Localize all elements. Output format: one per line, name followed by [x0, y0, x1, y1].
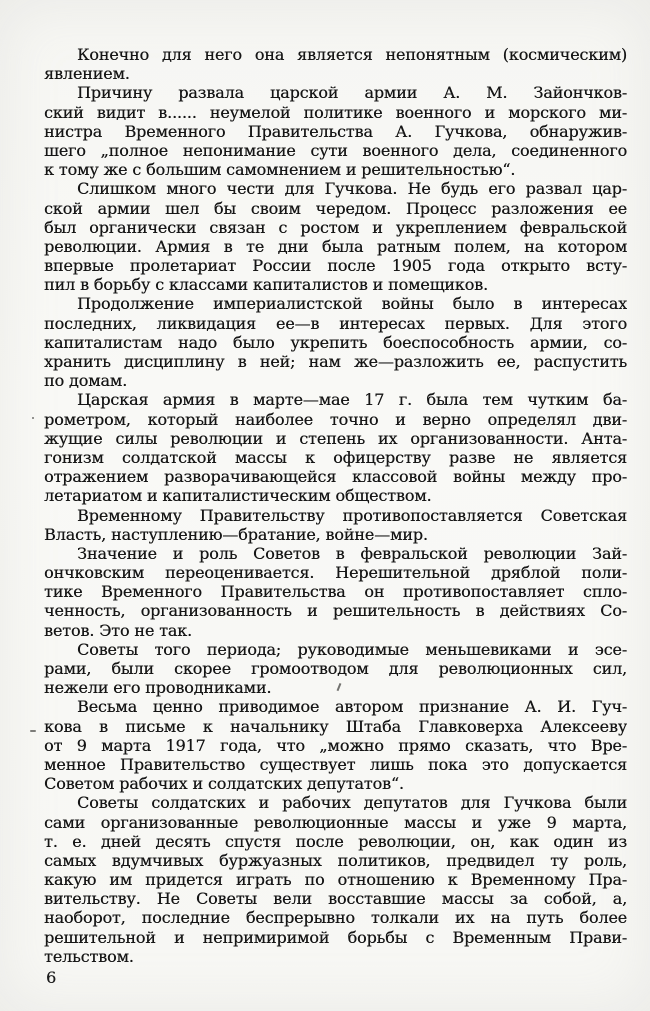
text-line: решительной и непримиримой борьбы с Временным Прави-: [44, 927, 627, 947]
text-line: наоборот, последние беспрерывно толкали их на путь более: [44, 908, 627, 928]
text-line: Причину развала царской армии А. М. Зайончков-: [77, 83, 627, 103]
text-line: по домам.: [44, 371, 128, 391]
scan-artifact-dot: [32, 417, 34, 419]
text-line: ончковским переоценивается. Нерешительной дряблой поли-: [44, 563, 627, 583]
paragraph: [44, 390, 627, 505]
text-line: гонизм солдатской массы к офицерству разве не является: [44, 447, 627, 467]
text-line: т. е. дней десять спустя после революции, он, как один из: [44, 831, 627, 851]
text-line: впервые пролетариат России после 1905 года открыто всту-: [44, 256, 627, 276]
text-line: рами, были скорее громоотводом для революционных сил,: [44, 659, 627, 678]
text-line: ченность, организованность и решительность в действиях Со-: [44, 601, 627, 621]
text-line: пил в борьбу с классами капиталистов и помещиков.: [44, 275, 488, 295]
paragraph: [44, 45, 627, 83]
scan-artifact-dash: [30, 730, 36, 732]
text-line: какую им придется играть по отношению к Временному Пра-: [44, 870, 627, 890]
text-line: революции. Армия в те дни была ратным полем, на котором: [44, 236, 627, 256]
paragraph: [44, 179, 627, 294]
text-line: отражением разворачивающейся классовой войны между про-: [44, 467, 627, 487]
text-line: Значение и роль Советов в февральской революции Зай-: [77, 543, 627, 563]
text-line: рометром, который наиболее точно и верно определял дви-: [44, 409, 627, 429]
text-line: Советы того периода; руководимые меньшевиками и эсе-: [77, 639, 627, 659]
text-line: явлением.: [44, 64, 130, 84]
text-line: хранить дисциплину в ней; нам же—разложить ее, распустить: [44, 352, 627, 371]
text-line: нистра Временного Правительства А. Гучкова, обнаружив-: [44, 121, 627, 141]
paragraph: [44, 544, 627, 640]
text-line: Слишком много чести для Гучкова. Не будь его развал цар-: [77, 179, 627, 199]
text-line: Советы солдатских и рабочих депутатов для Гучкова были: [77, 793, 627, 813]
text-line: Продолжение империалистской войны было в интересах: [77, 294, 627, 314]
text-line: ский видит в...... неумелой политике военного и морского ми-: [44, 102, 627, 122]
text-line: самых вдумчивых буржуазных политиков, предвидел ту роль,: [44, 850, 627, 870]
text-line: последних, ликвидация ее—в интересах первых. Для этого: [44, 313, 627, 333]
text-line: Временному Правительству противопоставляется Советская: [77, 505, 627, 525]
text-line: Советом рабочих и солдатских депутатов“.: [44, 774, 404, 794]
text-line: нежели его проводниками.: [44, 678, 272, 698]
text-line: Конечно для него она является непонятным (космическим): [77, 45, 627, 64]
text-line: кова в письме к начальнику Штаба Главковерха Алексееву: [44, 716, 627, 736]
text-line: ской армии шел бы своим чередом. Процесс разложения ее: [44, 198, 627, 218]
text-line: к тому же с большим самомнением и решительностью“.: [44, 160, 516, 180]
text-line: капиталистам надо было укрепить боеспособность армии, со-: [44, 332, 627, 352]
text-line: Весьма ценно приводимое автором признание А. И. Гуч-: [77, 697, 627, 717]
paragraph: [44, 793, 627, 966]
text-line: менное Правительство существует лишь пока это допускается: [44, 754, 627, 774]
text-line: тике Временного Правительства он противопоставляет спло-: [44, 582, 627, 602]
text-line: от 9 марта 1917 года, что „можно прямо сказать, что Вре-: [44, 735, 627, 755]
text-line: Власть, наступлению—братание, войне—мир.: [44, 524, 428, 544]
paragraph: [44, 506, 627, 544]
text-line: шего „полное непонимание сути военного дела, соединенного: [44, 140, 627, 160]
text-line: был органически связан с ростом и укреплением февральской: [44, 217, 627, 237]
paragraph: [44, 697, 627, 793]
text-line: вительству. Не Советы вели восставшие массы за собой, а,: [44, 889, 627, 909]
text-line: тельством.: [44, 946, 134, 966]
text-line: ветов. Это не так.: [44, 620, 192, 640]
text-line: сами организованные революционные массы и уже 9 марта,: [44, 812, 627, 832]
text-line: жущие силы революции и степень их организованности. Анта-: [44, 428, 627, 448]
page-text-block: [44, 45, 627, 966]
paragraph: [44, 83, 627, 179]
paragraph: [44, 294, 627, 390]
page-number: 6: [46, 968, 57, 987]
text-line: летариатом и капиталистическим обществом.: [44, 486, 432, 506]
paragraph: [44, 640, 627, 698]
text-line: Царская армия в марте—мае 17 г. была тем чутким ба-: [77, 390, 627, 410]
